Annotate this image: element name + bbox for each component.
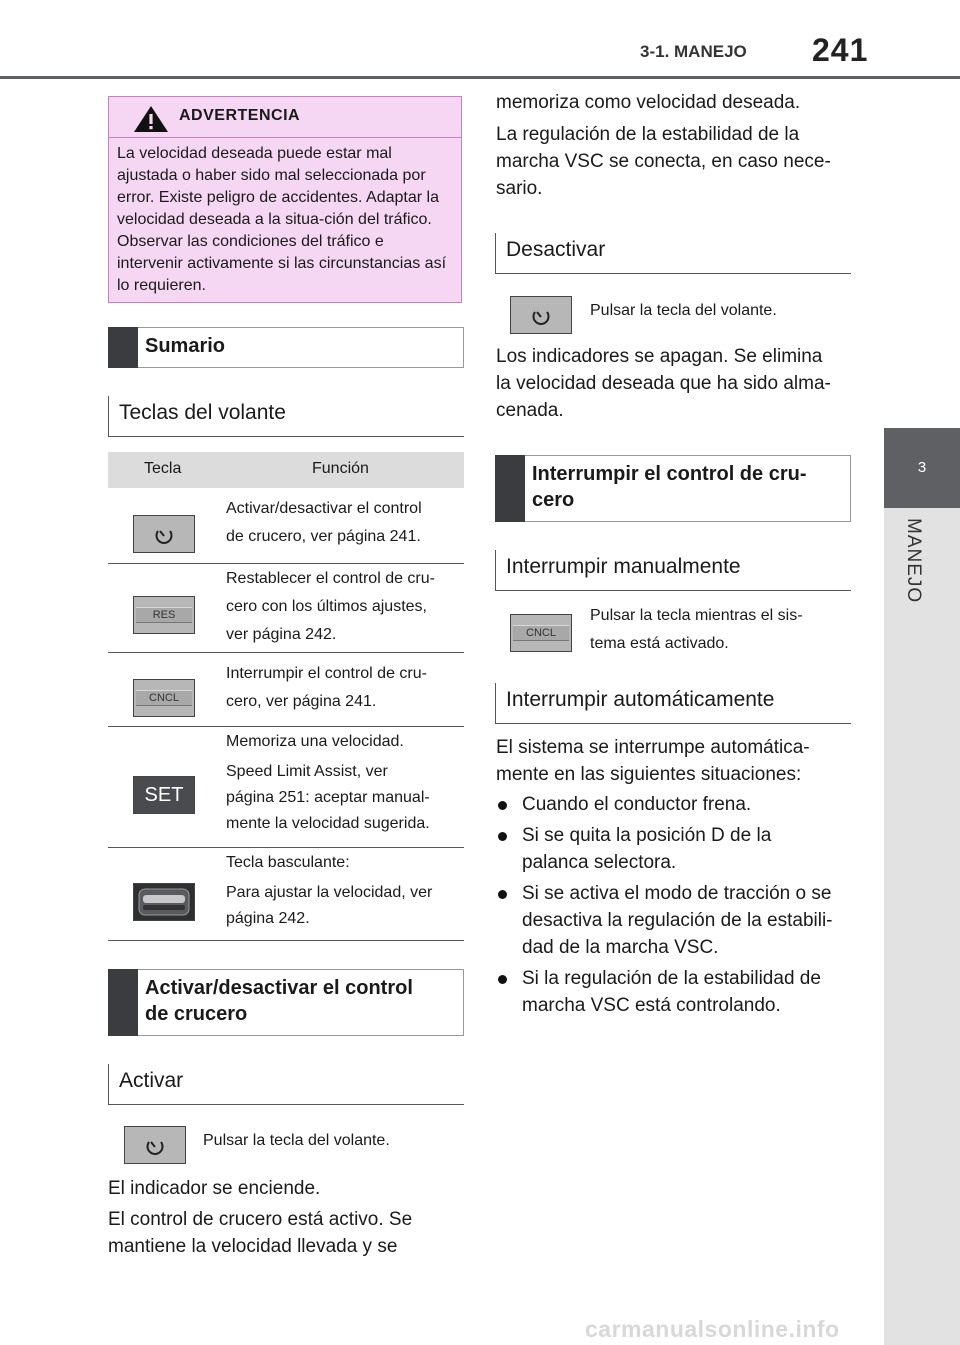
table-row-divider — [108, 652, 464, 653]
key-action-text: Pulsar la tecla del volante. — [203, 1132, 390, 1149]
res-key — [133, 596, 195, 634]
res-key-label: RES — [136, 607, 192, 623]
warning-triangle-icon — [133, 105, 169, 133]
subheading-text: Desactivar — [506, 238, 606, 261]
table-row-divider — [108, 563, 464, 564]
cruise-toggle-key — [510, 296, 572, 334]
bullet-icon — [498, 801, 507, 810]
body-text: El control de crucero está activo. Se mantiene la velocidad llevada y se — [108, 1209, 413, 1257]
key-action-text: Pulsar la tecla mientras el sis- tema está activado. — [590, 607, 803, 652]
section-heading-text: Sumario — [145, 335, 226, 357]
cncl-key — [510, 614, 572, 652]
body-text: El sistema se interrumpe automática- mente en las siguientes situaciones: — [496, 737, 810, 785]
column-header-function: Función — [312, 460, 369, 477]
list-item: Cuando el conductor frena. — [496, 791, 856, 818]
subheading-text: Interrumpir manualmente — [506, 555, 741, 578]
section-heading-text: Activar/desactivar el control de crucero — [145, 977, 413, 1025]
column-header-key: Tecla — [144, 460, 182, 477]
cruise-control-icon — [153, 523, 175, 545]
warning-header — [109, 97, 461, 138]
page-number: 241 — [812, 32, 869, 68]
table-cell-function: Memoriza una velocidad. Speed Limit Assist, ver página 251: aceptar manual- mente la velocidad sugerida. — [226, 733, 430, 832]
subheading-interrumpir-auto — [495, 683, 851, 724]
watermark: carmanualsonline.info — [585, 1316, 840, 1342]
cruise-toggle-key — [133, 515, 195, 553]
cruise-toggle-key — [124, 1126, 186, 1164]
subheading-text: Interrumpir automáticamente — [506, 688, 775, 711]
body-text: El indicador se enciende. — [108, 1178, 321, 1199]
subheading-interrumpir-manual — [495, 550, 851, 591]
cruise-control-icon — [144, 1134, 166, 1156]
table-cell-function: Activar/desactivar el control de crucero, ver página 241. — [226, 500, 422, 545]
subheading-activar — [108, 1064, 464, 1105]
cncl-key-label: CNCL — [513, 625, 569, 641]
list-item: Si se activa el modo de tracción o se desactiva la regulación de la estabili- dad de la marcha VSC. — [496, 880, 856, 961]
rocker-switch-icon — [135, 885, 193, 919]
table-cell-function: Restablecer el control de cru- cero con los últimos ajustes, ver página 242. — [226, 570, 435, 643]
body-text: La regulación de la estabilidad de la marcha VSC se conecta, en caso nece- sario. — [496, 124, 831, 199]
header-rule — [0, 76, 960, 79]
subheading-desactivar — [495, 233, 851, 274]
chapter-tab-label: MANEJO — [903, 518, 924, 604]
section-heading-activar-desactivar — [108, 969, 464, 1036]
warning-box — [108, 96, 462, 303]
section-heading-text: Interrumpir el control de cru- cero — [532, 463, 807, 511]
section-title: 3-1. MANEJO — [640, 42, 747, 61]
list-item: Si se quita la posición D de la palanca selectora. — [496, 822, 856, 876]
body-text: Los indicadores se apagan. Se elimina la velocidad deseada que ha sido alma- cenada. — [496, 346, 831, 421]
table-row-divider — [108, 726, 464, 727]
table-cell-function: Tecla basculante: Para ajustar la velocidad, ver página 242. — [226, 854, 433, 927]
cncl-key-label: CNCL — [136, 690, 192, 706]
key-action-text: Pulsar la tecla del volante. — [590, 302, 777, 319]
chapter-tab — [884, 508, 960, 1345]
list-item: Si la regulación de la estabilidad de marcha VSC está controlando. — [496, 965, 856, 1019]
warning-text: La velocidad deseada puede estar mal ajustada o haber sido mal seleccionada por error. Existe peligro de accidentes. Adaptar la velocidad deseada a la situa-ción del tráfico. Observar las condiciones del tráfico e intervenir activamente si las circunstancias así lo requieren. — [117, 145, 447, 294]
section-heading-interrumpir — [495, 455, 851, 522]
warning-title: ADVERTENCIA — [179, 107, 301, 124]
table-header — [108, 452, 464, 488]
cruise-control-icon — [530, 304, 552, 326]
set-key-label: SET — [144, 783, 184, 806]
table-row-divider — [108, 940, 464, 941]
bullet-icon — [498, 832, 507, 841]
subheading-text: Teclas del volante — [119, 401, 286, 424]
table-row-divider — [108, 847, 464, 848]
set-key — [133, 776, 195, 814]
subheading-text: Activar — [119, 1069, 184, 1092]
subheading-teclas — [108, 396, 464, 437]
body-text: memoriza como velocidad deseada. — [496, 92, 801, 113]
bullet-icon — [498, 975, 507, 984]
table-cell-function: Interrumpir el control de cru- cero, ver página 241. — [226, 665, 427, 710]
cncl-key — [133, 679, 195, 717]
section-heading-sumario — [108, 327, 464, 368]
bullet-icon — [498, 890, 507, 899]
chapter-tab-number[interactable]: 3 — [884, 428, 960, 508]
rocker-switch-key — [133, 883, 195, 921]
